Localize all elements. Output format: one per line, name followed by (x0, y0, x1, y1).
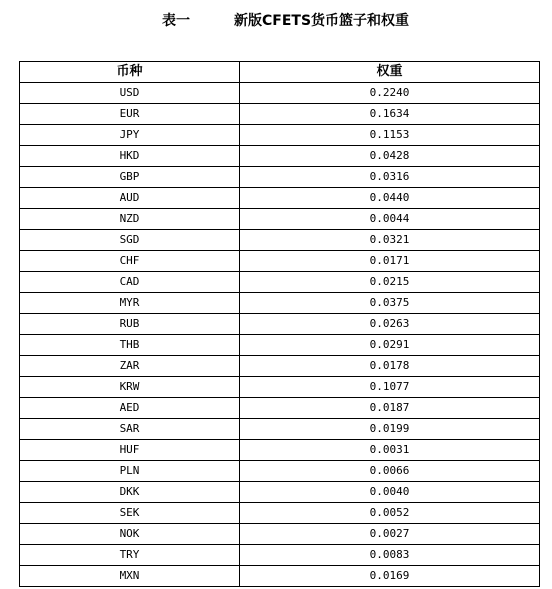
table-row (20, 230, 540, 251)
weight-cell: 0.0044 (240, 209, 540, 230)
currency-cell: SAR (20, 419, 240, 440)
table-row (20, 440, 540, 461)
table-row (20, 272, 540, 293)
weight-cell: 0.0215 (240, 272, 540, 293)
currency-cell: PLN (20, 461, 240, 482)
table-row (20, 293, 540, 314)
currency-cell: EUR (20, 104, 240, 125)
currency-cell: AUD (20, 188, 240, 209)
currency-cell: MYR (20, 293, 240, 314)
table-row (20, 377, 540, 398)
table-caption (0, 11, 552, 31)
weight-cell: 0.0178 (240, 356, 540, 377)
currency-cell: KRW (20, 377, 240, 398)
currency-cell: AED (20, 398, 240, 419)
table-row (20, 209, 540, 230)
table-row (20, 566, 540, 587)
weight-cell: 0.0027 (240, 524, 540, 545)
currency-cell: MXN (20, 566, 240, 587)
table-row (20, 335, 540, 356)
weight-cell: 0.0066 (240, 461, 540, 482)
weight-cell: 0.1634 (240, 104, 540, 125)
currency-cell: HUF (20, 440, 240, 461)
currency-cell: CAD (20, 272, 240, 293)
table-header-row (20, 62, 540, 83)
weight-cell: 0.1153 (240, 125, 540, 146)
currency-cell: NOK (20, 524, 240, 545)
weight-cell: 0.0316 (240, 167, 540, 188)
table-body (20, 83, 540, 587)
column-header-currency: 币种 (20, 62, 240, 83)
weight-cell: 0.0031 (240, 440, 540, 461)
table-row (20, 125, 540, 146)
table-number: 表一 (162, 13, 190, 29)
table-row (20, 482, 540, 503)
weight-cell: 0.0169 (240, 566, 540, 587)
currency-cell: RUB (20, 314, 240, 335)
table-row (20, 251, 540, 272)
table-title: 新版CFETS货币篮子和权重 (234, 13, 410, 29)
currency-cell: DKK (20, 482, 240, 503)
weight-cell: 0.0199 (240, 419, 540, 440)
currency-cell: HKD (20, 146, 240, 167)
currency-cell: THB (20, 335, 240, 356)
weight-cell: 0.2240 (240, 83, 540, 104)
table-row (20, 356, 540, 377)
table-row (20, 146, 540, 167)
currency-cell: JPY (20, 125, 240, 146)
table-row (20, 104, 540, 125)
weight-cell: 0.0428 (240, 146, 540, 167)
currency-cell: SEK (20, 503, 240, 524)
table-row (20, 314, 540, 335)
weight-cell: 0.0375 (240, 293, 540, 314)
table-row (20, 461, 540, 482)
table-row (20, 83, 540, 104)
currency-cell: GBP (20, 167, 240, 188)
weight-cell: 0.0040 (240, 482, 540, 503)
currency-cell: USD (20, 83, 240, 104)
currency-cell: NZD (20, 209, 240, 230)
table-row (20, 545, 540, 566)
weight-cell: 0.0187 (240, 398, 540, 419)
table-row (20, 503, 540, 524)
table-row (20, 398, 540, 419)
column-header-weight: 权重 (240, 62, 540, 83)
weight-cell: 0.0291 (240, 335, 540, 356)
currency-weight-table (19, 61, 540, 587)
currency-cell: CHF (20, 251, 240, 272)
table-row (20, 524, 540, 545)
currency-cell: ZAR (20, 356, 240, 377)
weight-cell: 0.0171 (240, 251, 540, 272)
weight-cell: 0.0440 (240, 188, 540, 209)
table-row (20, 167, 540, 188)
weight-cell: 0.0321 (240, 230, 540, 251)
weight-cell: 0.0083 (240, 545, 540, 566)
table-row (20, 419, 540, 440)
weight-cell: 0.0263 (240, 314, 540, 335)
currency-cell: TRY (20, 545, 240, 566)
weight-cell: 0.0052 (240, 503, 540, 524)
weight-cell: 0.1077 (240, 377, 540, 398)
currency-cell: SGD (20, 230, 240, 251)
table-row (20, 188, 540, 209)
